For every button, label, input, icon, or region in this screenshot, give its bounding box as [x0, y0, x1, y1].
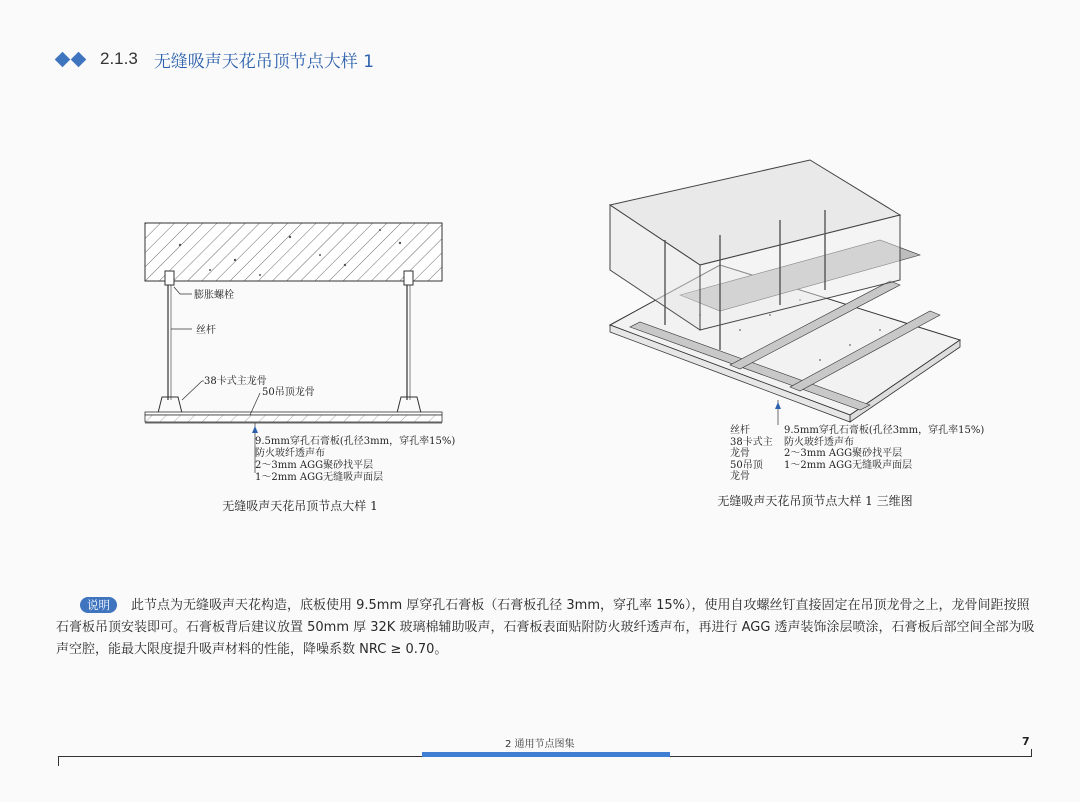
iso-layer-list [784, 425, 984, 471]
description-badge: 说明 [80, 597, 117, 613]
section-title: 无缝吸声天花吊顶节点大样 1 [153, 51, 375, 72]
layer-label: 9.5mm穿孔石膏板(孔径3mm，穿孔率15%) [784, 425, 985, 436]
footer-accent-bar [422, 752, 670, 757]
layer-label: 1～2mm AGG无缝吸声面层 [784, 459, 913, 471]
label-main-keel: 38卡式主龙骨 [204, 376, 267, 387]
section-heading [55, 44, 374, 74]
iso-label: 龙骨 [730, 448, 750, 459]
page-number: 7 [1022, 735, 1030, 748]
label-ceiling-keel: 50吊顶龙骨 [262, 387, 315, 398]
description-line: 此节点为无缝吸声天花构造，底板使用 9.5mm 厚穿孔石膏板（石膏板孔径 3mm，穿孔率 15%），使用自攻螺丝钉直接固定在吊顶龙骨之上，龙骨间距按照 [131, 598, 1030, 613]
description-line: 石膏板吊顶安装即可。石膏板背后建议放置 50mm 厚 32K 玻璃棉辅助吸声，石膏板表面贴附防火玻纤透声布，再进行 AGG 透声装饰涂层喷涂，石膏板后部空间全部为吸 [56, 620, 1035, 635]
iso-label: 龙骨 [730, 471, 750, 482]
footer-chapter: 2 通用节点图集 [505, 739, 575, 750]
iso-label: 38卡式主 [730, 436, 773, 448]
layer-label: 防火玻纤透声布 [784, 436, 854, 448]
section-caption: 无缝吸声天花吊顶节点大样 1 [222, 499, 378, 513]
layer-label: 2～3mm AGG聚砂找平层 [784, 448, 903, 459]
iso-label: 丝杆 [730, 425, 750, 436]
iso-caption: 无缝吸声天花吊顶节点大样 1 三维图 [717, 494, 913, 508]
footer-tick-right [1031, 749, 1032, 757]
section-number: 2.1.3 [100, 49, 138, 68]
layer-label: 9.5mm穿孔石膏板(孔径3mm，穿孔率15%) [255, 436, 456, 447]
footer-tick-left [58, 756, 59, 766]
iso-label: 50吊顶 [730, 459, 763, 471]
section-layer-list [255, 436, 455, 484]
layer-label: 1～2mm AGG无缝吸声面层 [255, 472, 384, 483]
diamond-bullet-icon [55, 54, 86, 65]
iso-left-label-list [730, 425, 773, 483]
isometric-detail-drawing [600, 155, 1010, 425]
label-expansion-bolt: 膨胀螺栓 [194, 290, 234, 301]
layer-label: 防火玻纤透声布 [255, 448, 325, 459]
description-line: 声空腔，能最大限度提升吸声材料的性能，降噪系数 NRC ≥ 0.70。 [56, 642, 448, 657]
description-paragraph [56, 595, 1046, 661]
layer-label: 2～3mm AGG聚砂找平层 [255, 460, 374, 471]
label-rod: 丝杆 [196, 325, 216, 336]
